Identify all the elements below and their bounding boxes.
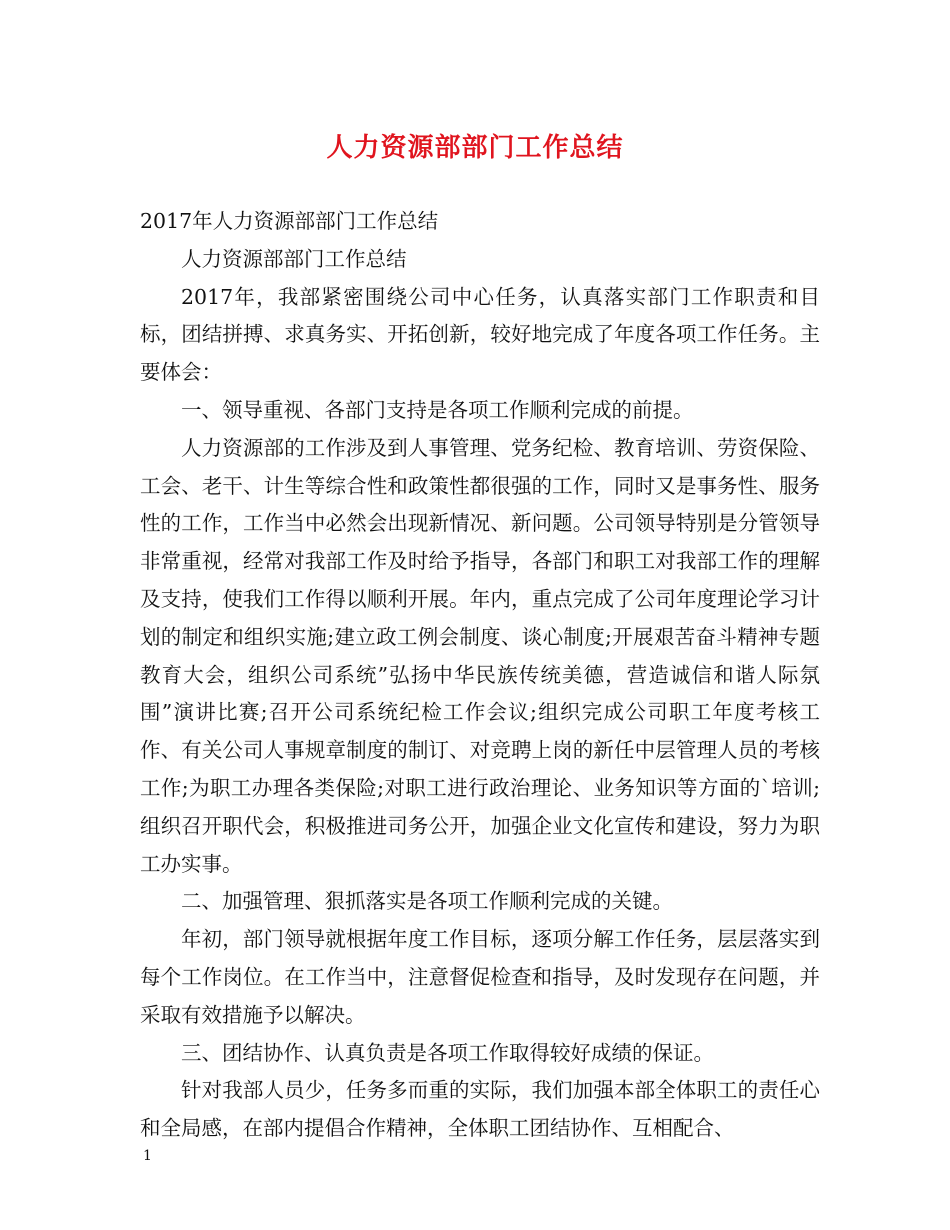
section-heading: 二、加强管理、狠抓落实是各项工作顺利完成的关键。 [181, 889, 673, 914]
paragraph: 人力资源部部门工作总结 [181, 246, 407, 271]
subtitle-line: 2017年人力资源部部门工作总结 [140, 209, 439, 233]
paragraph: 2017年，我部紧密围绕公司中心任务，认真落实部门工作职责和目标，团结拼搏、求真务实、开拓创新，较好地完成了年度各项工作任务。主要体会： [140, 284, 820, 385]
section-heading: 三、团结协作、认真负责是各项工作取得较好成绩的保证。 [181, 1040, 714, 1065]
paragraph: 人力资源部的工作涉及到人事管理、党务纪检、教育培训、劳资保险、工会、老干、计生等综合性和政策性都很强的工作，同时又是事务性、服务性的工作，工作当中必然会出现新情况、新问题。公司领导特别是分管领导非常重视，经常对我部工作及时给予指导，各部门和职工对我部工作的理解及支持，使我们工作得以顺利开展。年内，重点完成了公司年度理论学习计划的制定和组织实施;建立政工例会制度、谈心制度;开展艰苦奋斗精神专题教育大会，组织公司系统”弘扬中华民族传统美德，营造诚信和谐人际氛围”演讲比赛;召开公司系统纪检工作会议;组织完成公司职工年度考核工作、有关公司人事规章制度的制订、对竞聘上岗的新任中层管理人员的考核工作;为职工办理各类保险;对职工进行政治理论、业务知识等方面的`培训;组织召开职代会，积极推进司务公开，加强企业文化宣传和建设，努力为职工办实事。 [140, 435, 820, 876]
paragraph: 针对我部人员少，任务多而重的实际，我们加强本部全体职工的责任心和全局感，在部内提倡合作精神，全体职工团结协作、互相配合、 [140, 1078, 820, 1141]
paragraph: 年初，部门领导就根据年度工作目标，逐项分解工作任务，层层落实到每个工作岗位。在工作当中，注意督促检查和指导，及时发现存在问题，并采取有效措施予以解决。 [140, 927, 820, 1027]
document-title: 人力资源部部门工作总结 [326, 133, 624, 163]
page-number: 1 [143, 1148, 152, 1164]
section-heading: 一、领导重视、各部门支持是各项工作顺利完成的前提。 [181, 397, 694, 422]
document-body [140, 203, 820, 1148]
